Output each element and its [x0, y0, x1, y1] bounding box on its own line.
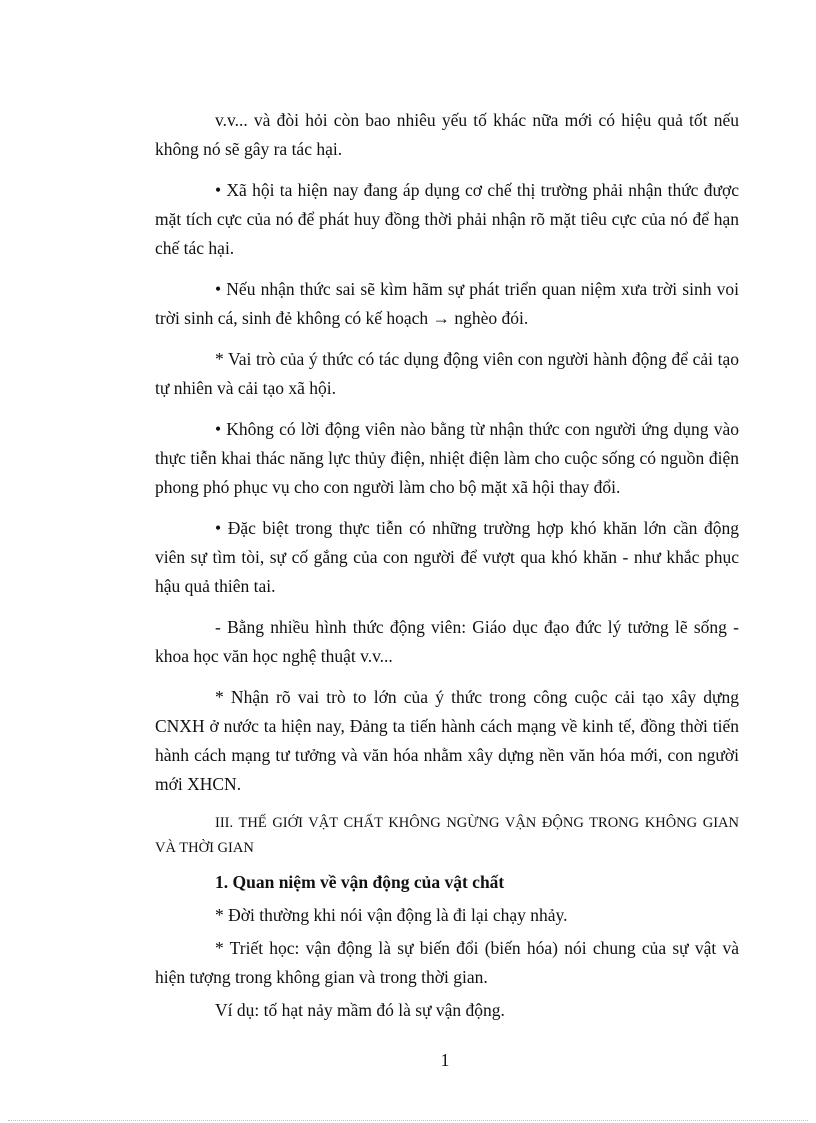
paragraph: • Xã hội ta hiện nay đang áp dụng cơ chế thị trường phải nhận thức được mặt tích cực của nó để phát huy đồng thời phải nhận rõ mặt tiêu cực của nó để hạn chế tác hại.	[155, 180, 739, 258]
paragraph: v.v... và đòi hỏi còn bao nhiêu yếu tố khác nữa mới có hiệu quả tốt nếu không nó sẽ gây ra tác hại.	[155, 110, 739, 159]
paragraph: * Vai trò của ý thức có tác dụng động viên con người hành động để cải tạo tự nhiên và cải tạo xã hội.	[155, 349, 739, 398]
paragraph: • Không có lời động viên nào bằng từ nhận thức con người ứng dụng vào thực tiễn khai thác năng lực thủy điện, nhiệt điện làm cho cuộc sống có nguồn điện phong phó phục vụ cho con người làm cho bộ mặt xã hội thay đổi.	[155, 419, 739, 497]
paragraph: - Bằng nhiều hình thức động viên: Giáo dục đạo đức lý tưởng lẽ sống - khoa học văn học nghệ thuật v.v...	[155, 617, 739, 666]
paragraph: Ví dụ: tố hạt nảy mầm đó là sự vận động.	[215, 1000, 505, 1020]
paragraph: * Đời thường khi nói vận động là đi lại chạy nhảy.	[215, 905, 568, 925]
paragraph: • Nếu nhận thức sai sẽ kìm hãm sự phát triển quan niệm xưa trời sinh voi trời sinh cá, sinh đẻ không có kế hoạch → nghèo đói.	[155, 279, 739, 328]
section-heading: III. THẾ GIỚI VẬT CHẤT KHÔNG NGỪNG VẬN ĐỘNG TRONG KHÔNG GIAN VÀ THỜI GIAN	[155, 815, 739, 856]
paragraph: • Đặc biệt trong thực tiễn có những trường hợp khó khăn lớn cần động viên sự tìm tòi, sự cố gắng của con người để vượt qua khó khăn - như khắc phục hậu quả thiên tai.	[155, 518, 739, 596]
page-bottom-divider	[8, 1120, 808, 1121]
subsection-heading: 1. Quan niệm về vận động của vật chất	[215, 872, 505, 892]
paragraph: * Nhận rõ vai trò to lớn của ý thức trong công cuộc cải tạo xây dựng CNXH ở nước ta hiện nay, Đảng ta tiến hành cách mạng về kinh tế, đồng thời tiến hành cách mạng tư tưởng và văn hóa nhằm xây dựng nền văn hóa mới, con người mới XHCN.	[155, 687, 739, 794]
document-body	[155, 106, 739, 1029]
paragraph: * Triết học: vận động là sự biến đổi (biến hóa) nói chung của sự vật và hiện tượng trong không gian và trong thời gian.	[155, 938, 739, 987]
page-number: 1	[440, 1050, 450, 1070]
